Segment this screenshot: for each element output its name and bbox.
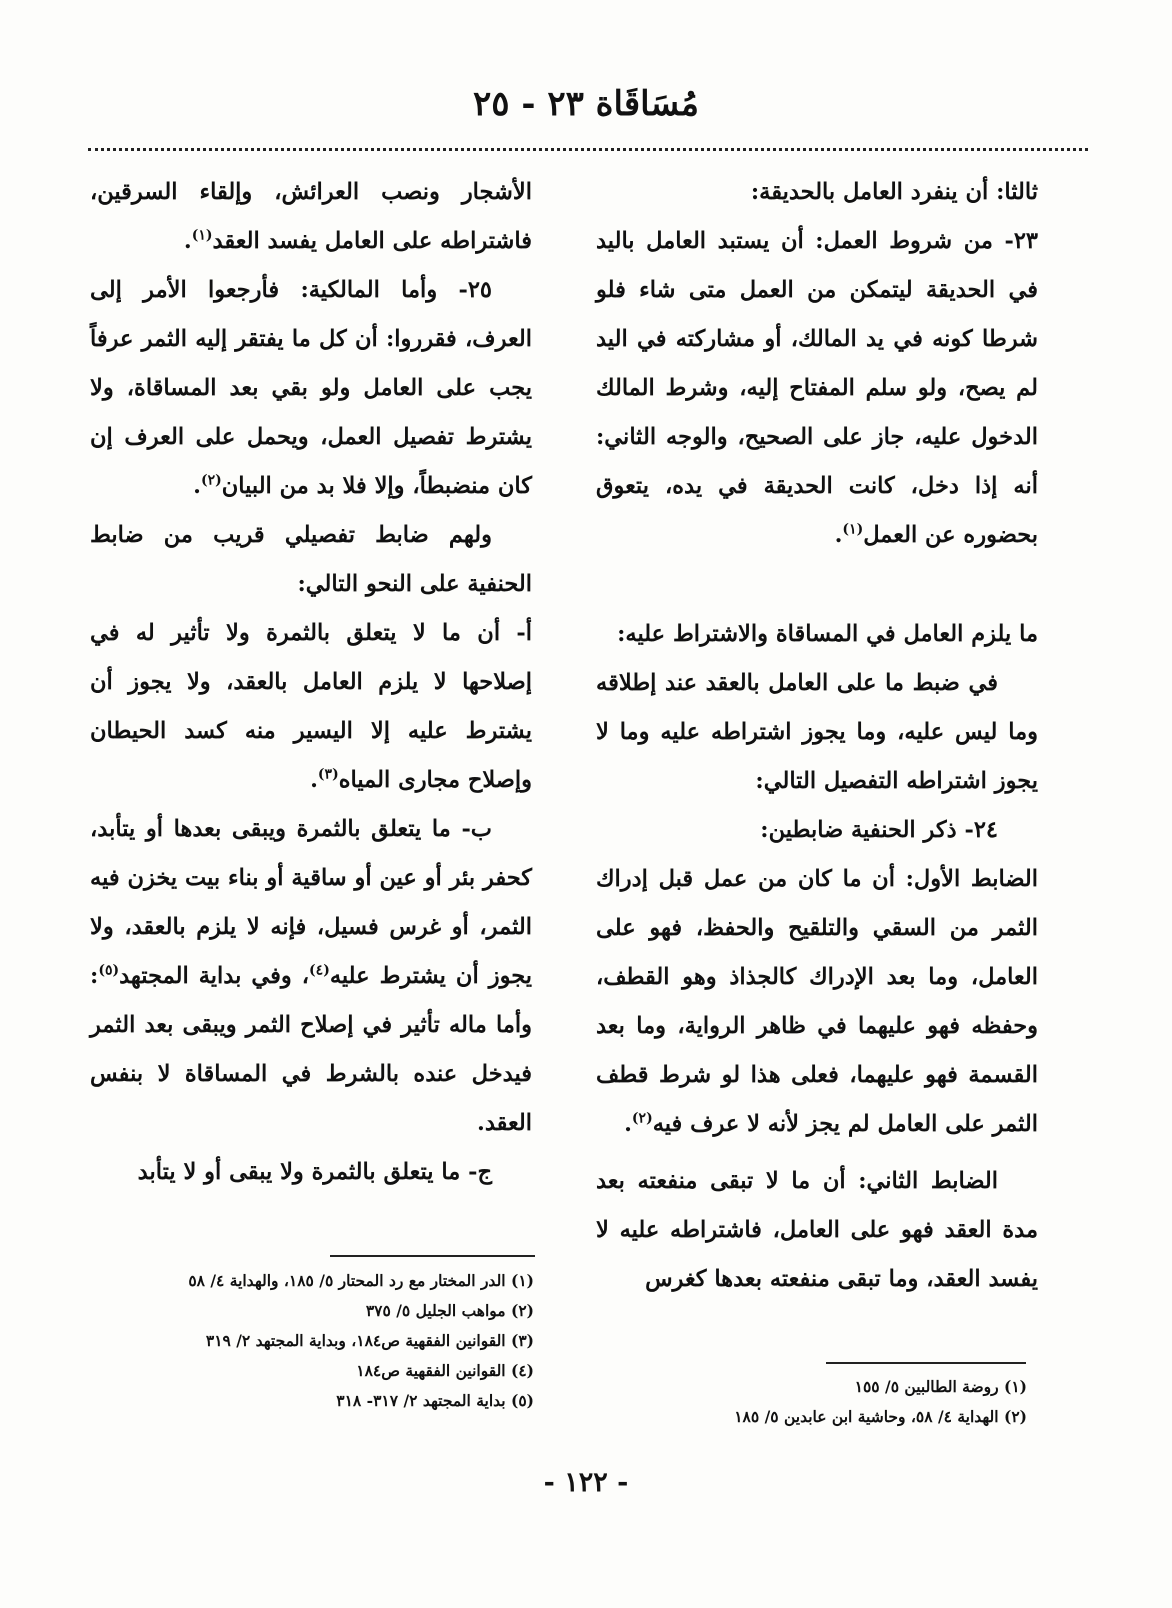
- continuation-paragraph: الأشجار ونصب العرائش، وإلقاء السرقين، فاشتراطه على العامل يفسد العقد$^{(١)}$.: [90, 179, 532, 254]
- footnote-ref: (٤): [309, 962, 330, 979]
- footnote-ref: (٢): [200, 472, 222, 489]
- footnote-ref: (١): [842, 521, 864, 538]
- item-a: أ- أن ما لا يتعلق بالثمرة ولا تأثير له في إصلاحها لا يلزم العامل بالعقد، ولا يجوز أن يشترط عليه إلا اليسير منه كسد الحيطان وإصلاح مجارى المياه$^{(٣)}$.: [90, 620, 532, 793]
- spacer: [596, 560, 1038, 610]
- footnotes-left: [92, 1266, 534, 1416]
- intro-paragraph: في ضبط ما على العامل بالعقد عند إطلاقه وما ليس عليه، وما يجوز اشتراطه عليه وما لا يجوز اشتراطه التفصيل التالي:: [596, 670, 1038, 794]
- footnote-ref: (٣): [317, 766, 339, 783]
- paragraph-24: ٢٤- ذكر الحنفية ضابطين:: [760, 817, 998, 843]
- footnote-item: (١) الدر المختار مع رد المحتار ٥/ ١٨٥، والهداية ٤/ ٥٨: [188, 1271, 534, 1290]
- right-column: [596, 168, 1038, 1304]
- footnotes-right: [585, 1372, 1027, 1432]
- footnote-ref: (٥): [98, 962, 120, 979]
- footnote-ref: (٢): [631, 1110, 653, 1127]
- paragraph-23: ٢٣- من شروط العمل: أن يستبد العامل باليد في الحديقة ليتمكن من العمل متى شاء فلو شرطا كونه في يد المالك، أو مشاركته في اليد لم يصح، ولو سلم المفتاح إليه، وشرط المالك الدخول عليه، جاز على الصحيح، والوجه الثاني: أنه إذا دخل، كانت الحديقة في يده، يتعوق بحضوره عن العمل$^{(١)}$.: [596, 228, 1038, 548]
- footnote-item: (٣) القوانين الفقهية ص١٨٤، وبداية المجتهد ٢/ ٣١٩: [205, 1331, 534, 1350]
- left-column: [90, 168, 532, 1197]
- item-b: ب- ما يتعلق بالثمرة ويبقى بعدها أو يتأبد، كحفر بئر أو عين أو ساقية أو بناء بيت يخزن فيه الثمر، أو غرس فسيل، فإنه لا يلزم بالعقد، ولا يجوز أن يشترط عليه$^{(٤)}$، وفي بداية المجتهد$^{(٥)}$: وأما ماله تأثير في إصلاح الثمر ويبقى بعد الثمر فيدخل عنده بالشرط في المساقاة لا بنفس العقد.: [90, 816, 532, 1136]
- header-dotted-rule: [88, 148, 1088, 151]
- item-c: ج- ما يتعلق بالثمرة ولا يبقى أو لا يتأبد: [137, 1159, 492, 1185]
- maliki-detail-paragraph: ولهم ضابط تفصيلي قريب من ضابط الحنفية على النحو التالي:: [90, 522, 532, 597]
- section-heading-exclusive-control: ثالثا: أن ينفرد العامل بالحديقة:: [750, 179, 1038, 205]
- rule-two-paragraph: الضابط الثاني: أن ما لا تبقى منفعته بعد مدة العقد فهو على العامل، فاشتراطه عليه لا يفسد العقد، وما تبقى منفعته بعدها كغرس: [596, 1168, 1038, 1292]
- rule-one-label: الضابط الأول:: [905, 866, 1038, 892]
- page-number: - ١٢٢ -: [543, 1467, 629, 1498]
- section-heading-worker-obligations: ما يلزم العامل في المساقاة والاشتراط عليه:: [617, 621, 1038, 647]
- footnote-item: (١) روضة الطالبين ٥/ ١٥٥: [854, 1377, 1027, 1396]
- footnote-ref: (١): [191, 227, 213, 244]
- footnote-item: (٥) بداية المجتهد ٢/ ٣١٧- ٣١٨: [336, 1391, 534, 1410]
- footnote-separator-right: [826, 1362, 1026, 1364]
- paragraph-25: ٢٥- وأما المالكية: فأرجعوا الأمر إلى العرف، فقرروا: أن كل ما يفتقر إليه الثمر عرفاً يجب على العامل ولو بقي بعد المساقاة، ولا يشترط تفصيل العمل، ويحمل على العرف إن كان منضبطاً، وإلا فلا بد من البيان$^{(٢)}$.: [90, 277, 532, 499]
- rule-one-paragraph: الضابط الأول: أن ما كان من عمل قبل إدراك الثمر من السقي والتلقيح والحفظ، فهو على العامل، وما بعد الإدراك كالجذاذ وهو القطف، وحفظه فهو عليهما في ظاهر الرواية، وما بعد القسمة فهو عليهما، فعلى هذا لو شرط قطف الثمر على العامل لم يجز لأنه لا عرف فيه$^{(٢)}$.: [596, 866, 1038, 1137]
- footnote-item: (٢) الهداية ٤/ ٥٨، وحاشية ابن عابدين ٥/ ١٨٥: [734, 1407, 1027, 1426]
- footnote-item: (٢) مواهب الجليل ٥/ ٣٧٥: [365, 1301, 534, 1320]
- footnote-item: (٤) القوانين الفقهية ص١٨٤: [356, 1361, 534, 1380]
- page-header-title: مُسَاقَاة ٢٣ - ٢٥: [472, 84, 700, 124]
- footnote-separator-left: [330, 1255, 535, 1257]
